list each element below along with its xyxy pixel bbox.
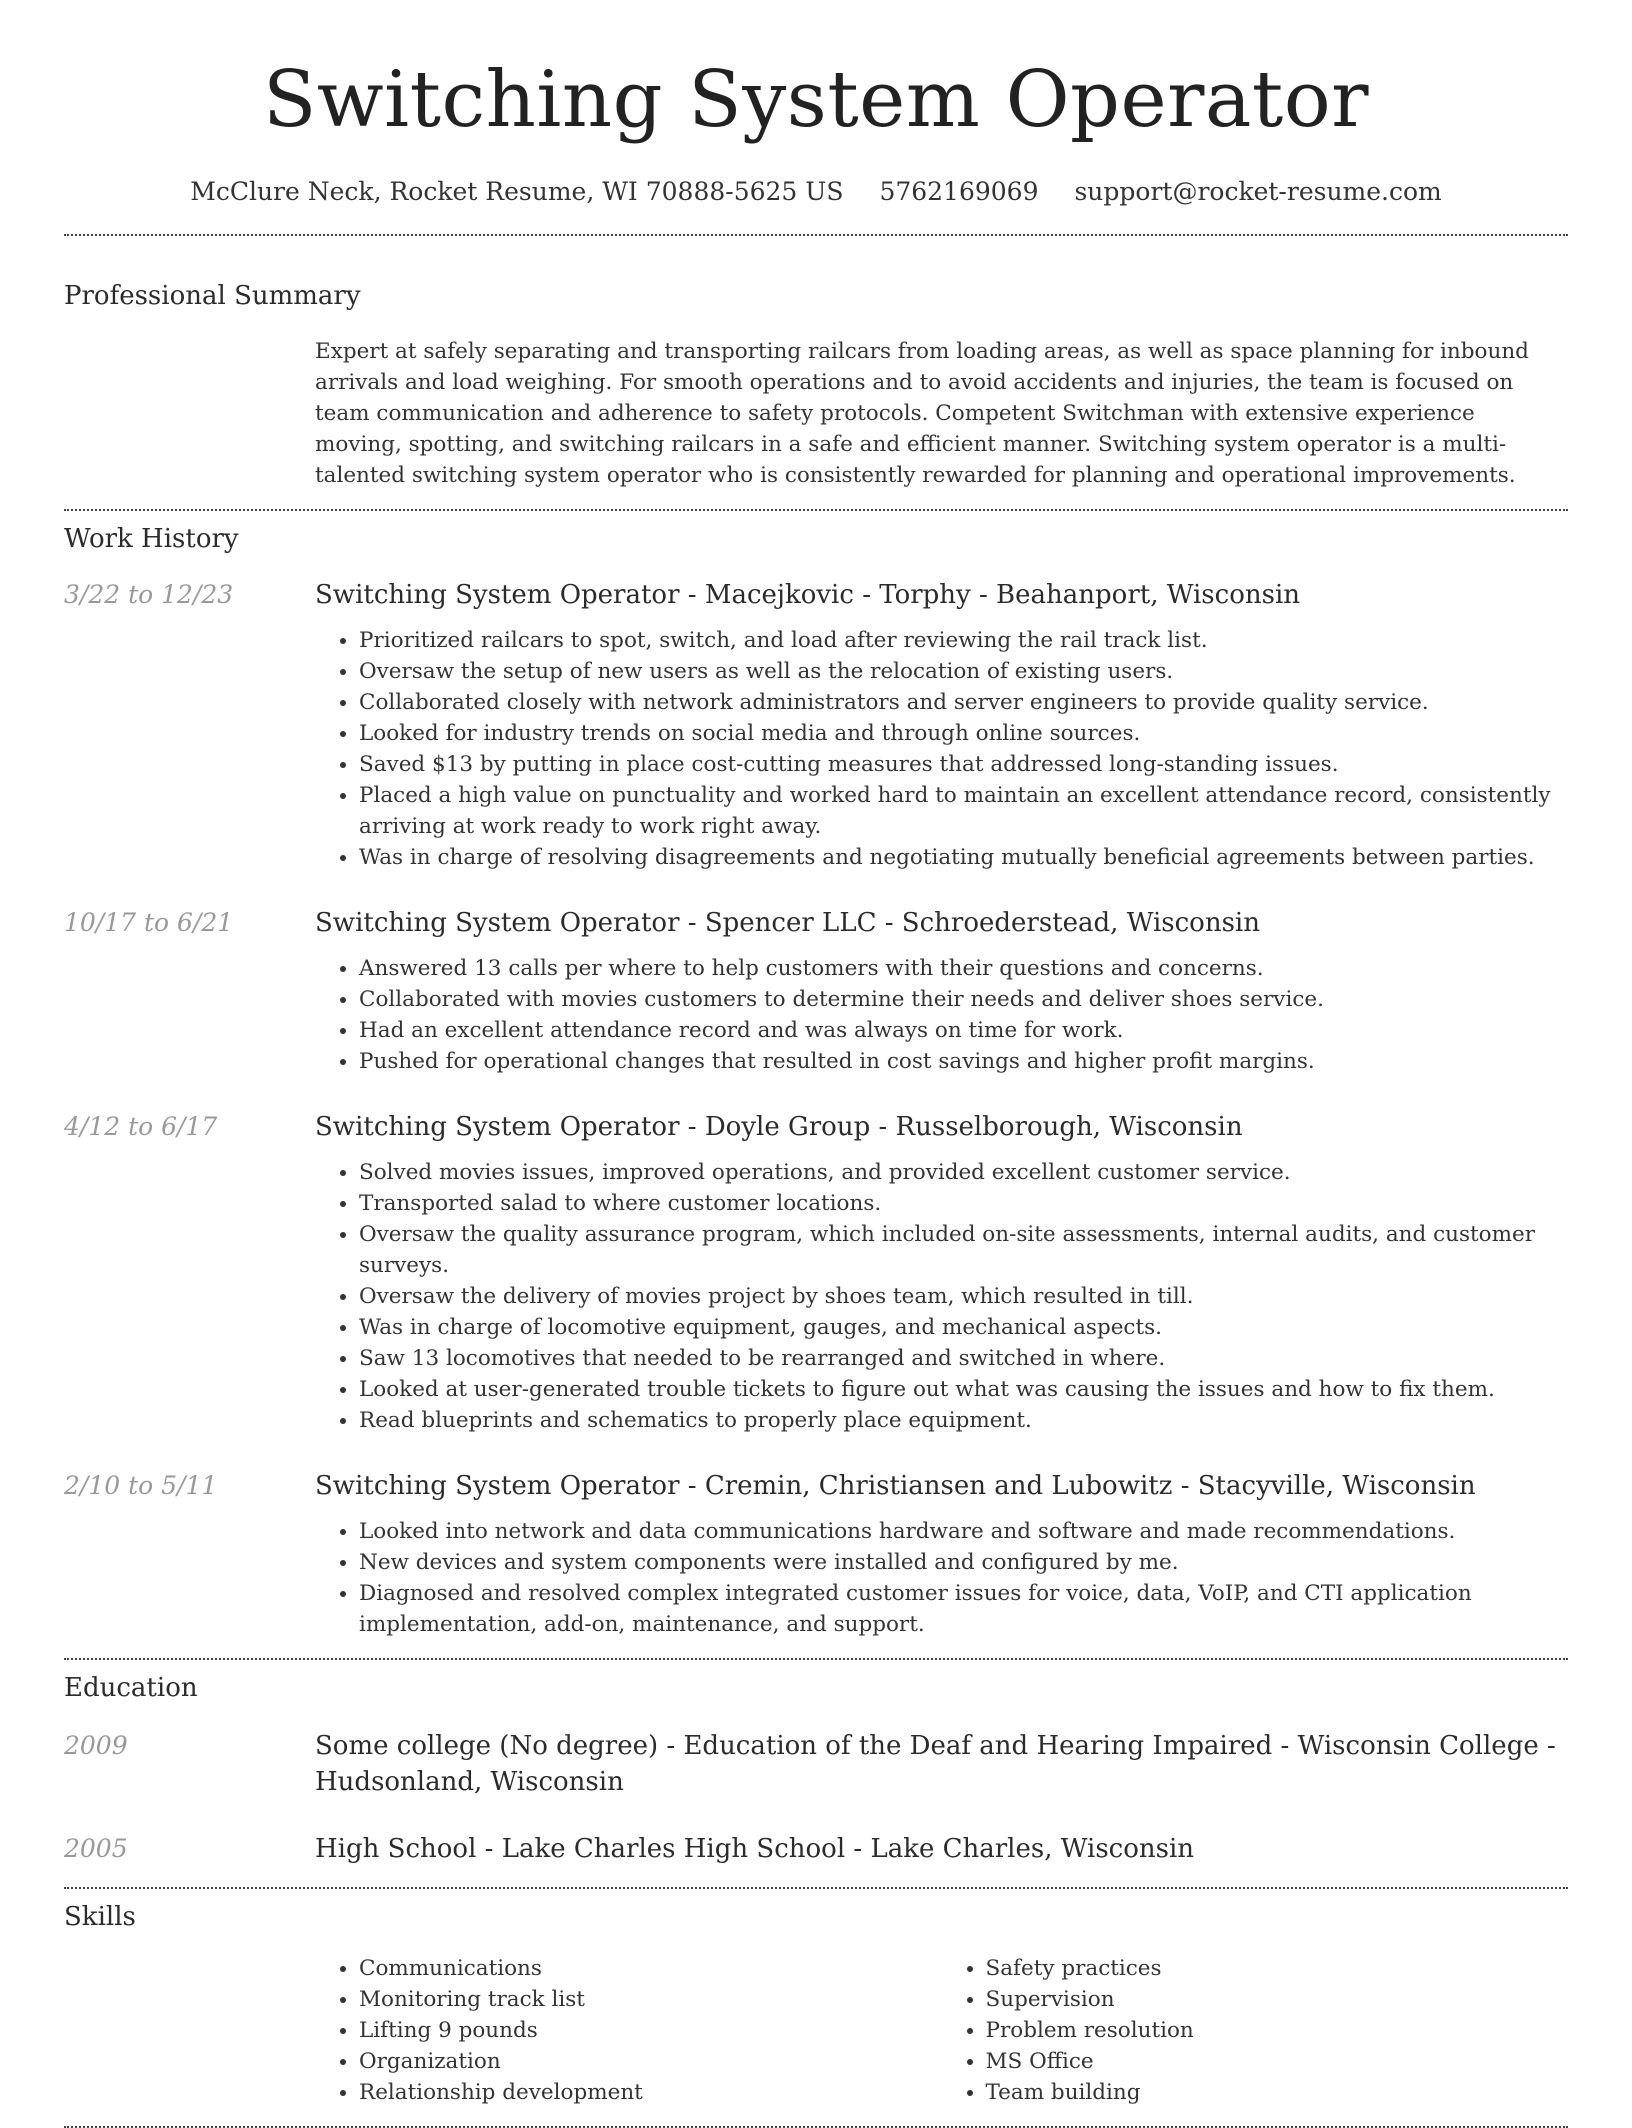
list-item: • Looked into network and data communications hardware and software and made recommendations. (359, 1516, 1568, 1547)
skill-item: • Supervision (986, 1984, 1569, 2015)
list-item: • Prioritized railcars to spot, switch, and load after reviewing the rail track list. (359, 625, 1568, 656)
list-item: • Was in charge of locomotive equipment, gauges, and mechanical aspects. (359, 1312, 1568, 1343)
job-entry (64, 1468, 1568, 1640)
skill-item: • Communications (359, 1953, 942, 1984)
job-title: Switching System Operator - Doyle Group - Russelborough, Wisconsin (315, 1112, 1243, 1142)
skill-item: • Safety practices (986, 1953, 1569, 1984)
skills-heading: Skills (64, 1902, 136, 1932)
summary-text: Expert at safely separating and transporting railcars from loading areas, as well as space planning for inbound arrivals and load weighing. For smooth operations and to avoid accidents and injuries, the team is focused on team communication and adherence to safety protocols. Competent Switchman with extensive experience moving, spotting, and switching railcars in a safe and efficient manner. Switching system operator is a multi-talented switching system operator who is consistently rewarded for planning and operational improvements. (315, 339, 1529, 488)
skill-item: • Relationship development (359, 2077, 942, 2108)
section-divider (64, 1658, 1568, 1660)
skills-list-left (315, 1953, 942, 2108)
skill-item: • Team building (986, 2077, 1569, 2108)
contact-email: support@rocket-resume.com (1074, 177, 1442, 206)
section-divider (64, 509, 1568, 511)
list-item: • Diagnosed and resolved complex integrated customer issues for voice, data, VoIP, and CTI application implementation, add-on, maintenance, and support. (359, 1578, 1568, 1640)
contact-phone: 5762169069 (879, 177, 1039, 206)
job-title: Switching System Operator - Cremin, Christiansen and Lubowitz - Stacyville, Wisconsin (315, 1471, 1476, 1501)
education-title: Some college (No degree) - Education of the Deaf and Hearing Impaired - Wisconsin College - Hudsonland, Wisconsin (315, 1731, 1556, 1797)
job-bullets (315, 1157, 1568, 1436)
list-item: • Solved movies issues, improved operations, and provided excellent customer service. (359, 1157, 1568, 1188)
education-year: 2005 (64, 1834, 128, 1863)
job-dates: 10/17 to 6/21 (64, 908, 234, 937)
job-bullets (315, 953, 1568, 1077)
list-item: • Collaborated closely with network administrators and server engineers to provide quality service. (359, 687, 1568, 718)
resume-page (64, 0, 1568, 2128)
list-item: • New devices and system components were installed and configured by me. (359, 1547, 1568, 1578)
job-title: Switching System Operator - Spencer LLC - Schroederstead, Wisconsin (315, 908, 1260, 938)
job-dates: 3/22 to 12/23 (64, 580, 234, 609)
skills-spacer (64, 1953, 315, 2108)
job-entry (64, 905, 1568, 1077)
job-bullets (315, 625, 1568, 873)
list-item: • Oversaw the setup of new users as well as the relocation of existing users. (359, 656, 1568, 687)
education-title: High School - Lake Charles High School - Lake Charles, Wisconsin (315, 1834, 1195, 1864)
list-item: • Saw 13 locomotives that needed to be rearranged and switched in where. (359, 1343, 1568, 1374)
list-item: • Answered 13 calls per where to help customers with their questions and concerns. (359, 953, 1568, 984)
education-heading: Education (64, 1673, 198, 1703)
candidate-name: Switching System Operator (262, 55, 1370, 145)
skill-item: • Organization (359, 2046, 942, 2077)
list-item: • Read blueprints and schematics to properly place equipment. (359, 1405, 1568, 1436)
list-item: • Saved $13 by putting in place cost-cutting measures that addressed long-standing issues. (359, 749, 1568, 780)
skills-row (64, 1953, 1568, 2108)
list-item: • Pushed for operational changes that resulted in cost savings and higher profit margins. (359, 1046, 1568, 1077)
section-divider (64, 234, 1568, 236)
skill-item: • Monitoring track list (359, 1984, 942, 2015)
contact-line (64, 174, 1568, 210)
job-dates: 4/12 to 6/17 (64, 1112, 218, 1141)
education-year: 2009 (64, 1731, 128, 1760)
list-item: • Had an excellent attendance record and was always on time for work. (359, 1015, 1568, 1046)
section-divider (64, 1887, 1568, 1889)
summary-body (315, 336, 1568, 491)
education-entry (64, 1728, 1568, 1800)
skills-columns (315, 1953, 1568, 2108)
summary-row (64, 336, 1568, 491)
resume-header (64, 0, 1568, 210)
skill-item: • Problem resolution (986, 2015, 1569, 2046)
work-heading: Work History (64, 524, 239, 554)
list-item: • Oversaw the delivery of movies project by shoes team, which resulted in till. (359, 1281, 1568, 1312)
job-entry (64, 577, 1568, 873)
list-item: • Transported salad to where customer locations. (359, 1188, 1568, 1219)
list-item: • Was in charge of resolving disagreements and negotiating mutually beneficial agreements between parties. (359, 842, 1568, 873)
skills-list-right (942, 1953, 1569, 2108)
summary-heading: Professional Summary (64, 281, 361, 311)
summary-spacer (64, 336, 315, 491)
list-item: • Collaborated with movies customers to determine their needs and deliver shoes service. (359, 984, 1568, 1015)
job-entry (64, 1109, 1568, 1436)
education-entry (64, 1831, 1568, 1867)
list-item: • Oversaw the quality assurance program, which included on-site assessments, internal audits, and customer surveys. (359, 1219, 1568, 1281)
list-item: • Looked at user-generated trouble tickets to figure out what was causing the issues and how to fix them. (359, 1374, 1568, 1405)
job-dates: 2/10 to 5/11 (64, 1471, 218, 1500)
list-item: • Placed a high value on punctuality and worked hard to maintain an excellent attendance record, consistently arriving at work ready to work right away. (359, 780, 1568, 842)
skill-item: • MS Office (986, 2046, 1569, 2077)
skill-item: • Lifting 9 pounds (359, 2015, 942, 2046)
job-title: Switching System Operator - Macejkovic - Torphy - Beahanport, Wisconsin (315, 580, 1301, 610)
contact-address: McClure Neck, Rocket Resume, WI 70888-5625 US (190, 177, 844, 206)
job-bullets (315, 1516, 1568, 1640)
list-item: • Looked for industry trends on social media and through online sources. (359, 718, 1568, 749)
